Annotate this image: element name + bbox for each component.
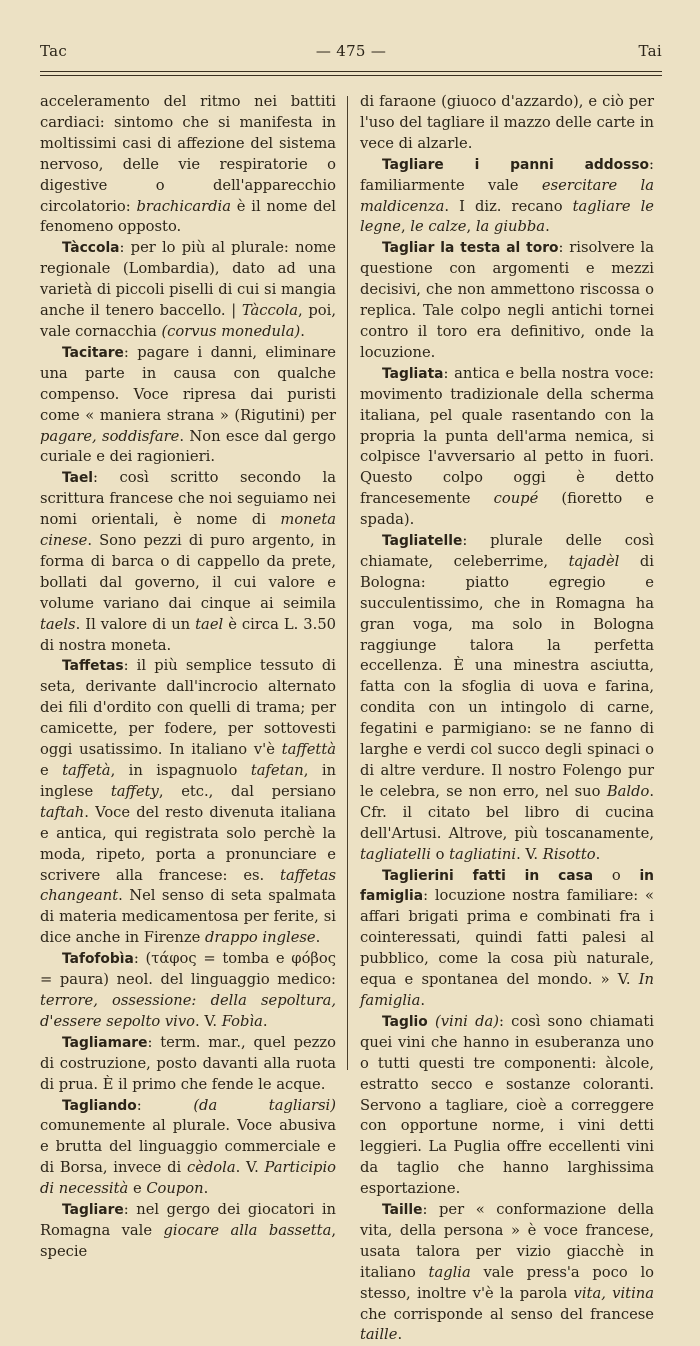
entry-headword: Tagliar la testa al toro [382, 240, 559, 257]
dictionary-entry [360, 238, 654, 363]
dictionary-entry [360, 1200, 654, 1346]
entry-text: è circa L. 3.50 di nostra moneta. [40, 615, 337, 654]
entry-headword: Tàccola [62, 240, 120, 257]
dictionary-entry [360, 531, 654, 866]
italic-text: Fobìa [221, 1012, 263, 1030]
italic-text: taftah [40, 803, 85, 821]
entry-text: di faraone (giuoco d'azzardo), e ciò per l'uso del tagliare il mazzo delle carte in vece di alzarle. [360, 93, 654, 152]
entry-continuation [40, 92, 336, 238]
italic-text: giocare alla bassetta [163, 1221, 332, 1239]
running-header [40, 42, 662, 64]
entry-text: o [593, 866, 640, 884]
entry-text: e [40, 762, 63, 779]
entry-text: che corrisponde al senso del francese [360, 1305, 654, 1323]
italic-text: cèdola [186, 1159, 236, 1177]
dictionary-entry [40, 343, 336, 468]
dictionary-entry [40, 468, 336, 656]
entry-text: : così scritto secondo la scrittura francese che noi seguiamo nei nomi orientali, è nome di [40, 469, 336, 529]
italic-text: taffetas changeant [40, 866, 336, 905]
entry-headword: Taille [382, 1202, 423, 1219]
entry-text: di Bologna: piatto egregio e succulentissimo, che in Romagna ha gran voga, ma solo in Bologna raggiunge talora la perfetta eccellenza. È una minestra asciutta, fatta con la sfoglia di uova e farina, condita con un intingolo di carne, fegatini e parmigiano: se ne fanno di larghe e verdi col succo degli spinaci o di altre verdure. Il nostro Folengo pur le celebra, se non erro, nel suo [360, 552, 654, 800]
entry-headword: Tacitare [62, 344, 124, 361]
entry-text: : il più semplice tessuto di seta, derivante dall'incrocio alternato dei fili d'ordito con quelli di trama; per camicette, per fodere, per sottovesti oggi usatissimo. In italiano v'è [40, 657, 336, 759]
entry-text: : plurale delle così chiamate, celeberrime, [360, 532, 654, 570]
entry-text: o [430, 845, 450, 863]
entry-headword: Tagliamare [62, 1034, 148, 1051]
header-rule-thin [40, 75, 662, 76]
italic-text: coupé [493, 490, 539, 508]
entry-text: : così sono chiamati quei vini che hanno in esuberanza uno o tutti questi tre componenti: àlcole, estratto secco e sostanze coloranti. Servono a tagliare, cioè a correggere con opportune norme, i vini detti leggieri. La Puglia offre eccellenti vini da taglio che hanno larghissima esportazione. [360, 1012, 654, 1198]
entry-text: : locuzione nostra familiare: « affari brigati prima e combinati fra i cointeressati, quindi fatti palesi al pubblico, come la cosa più naturale, equa e spontanea del mondo. » V. [360, 887, 654, 989]
entry-text: , in ispagnuolo [110, 762, 251, 779]
italic-text: taffety [110, 782, 159, 800]
italic-text: (corvus monedula) [161, 322, 301, 340]
italic-text: tajadèl [568, 552, 620, 570]
entry-text: . Il valore di un [75, 615, 196, 633]
dictionary-entry [40, 949, 336, 1033]
entry-text: , in inglese [40, 762, 336, 800]
entry-text: è il nome del fenomeno opposto. [40, 197, 336, 236]
italic-text: la giubba [475, 218, 546, 236]
italic-text: taffettà [281, 741, 336, 759]
entry-text: e [128, 1180, 147, 1198]
entry-text: , specie [40, 1221, 336, 1260]
entry-text: . [595, 845, 601, 863]
entry-headword: Tagliare i panni addosso [382, 156, 650, 173]
entry-text: , [466, 218, 476, 236]
italic-text: Coupon [146, 1180, 204, 1198]
italic-text: pagare, soddisfare [40, 427, 180, 445]
italic-text: tafetan [250, 762, 304, 779]
entry-headword: Taglio [382, 1013, 428, 1030]
italic-text: taels [40, 615, 76, 633]
italic-text: tagliatelli [360, 845, 431, 863]
italic-text: esercitare la maldicenza [360, 176, 654, 215]
italic-text: taffetà [62, 762, 111, 779]
italic-text: taille [360, 1326, 398, 1344]
right-column [360, 92, 654, 1346]
column-divider [347, 96, 348, 1070]
entry-text: : nel gergo dei giocatori in Romagna vale [40, 1201, 336, 1239]
italic-text: tael [195, 615, 224, 633]
dictionary-entry [360, 364, 654, 531]
entry-headword: Tagliata [382, 365, 444, 382]
entry-text: : pagare i danni, eliminare una parte in causa con qualche compenso. Voce ripresa dai puristi come « maniera strana » (Rigutini) per [40, 343, 336, 424]
entry-text: : [136, 1096, 194, 1114]
entry-text: . [300, 322, 305, 340]
entry-text: comunemente al plurale. Voce abusiva e brutta del linguaggio commerciale e di Borsa, invece di [40, 1117, 336, 1177]
page-number: — 475 — [315, 42, 387, 60]
entry-text: . V. [195, 1012, 222, 1030]
italic-text: tagliare le legne [360, 197, 654, 236]
entry-text: . V. [516, 845, 543, 863]
dictionary-entry [40, 238, 336, 343]
entry-text: : familiarmente vale [360, 155, 654, 194]
entry-headword: Tael [62, 470, 94, 487]
header-rule [40, 71, 662, 72]
italic-text: tagliatini [449, 845, 517, 863]
entry-text: , [400, 218, 411, 236]
italic-text: brachicardia [136, 197, 231, 215]
italic-text: taglia [428, 1263, 471, 1281]
dictionary-entry [360, 866, 654, 1012]
entry-text: : antica e bella nostra voce: movimento tradizionale della scherma italiana, pel quale rasentando con la propria la punta dell'arma nemica, si colpisce l'avversario al petto in fuori. Questo colpo oggi è detto francesemente [360, 364, 654, 508]
entry-text: . [420, 991, 426, 1009]
entry-text: . [315, 929, 321, 947]
italic-text: Baldo [606, 782, 650, 800]
entry-text: : per « conformazione della vita, della persona » è voce francese, usata talora per vizio giacchè in italiano [360, 1201, 654, 1281]
entry-text: : risolvere la questione con argomenti e mezzi decisivi, che non ammettono riscossa o replica. Tale colpo negli antichi tornei contro il toro era definitivo, onde la locuzione. [360, 239, 654, 361]
entry-headword: Tagliando [62, 1097, 137, 1114]
italic-text: Risotto [542, 845, 596, 863]
italic-text: drappo inglese [204, 929, 316, 947]
dictionary-entry [40, 1033, 336, 1096]
italic-text: (da tagliarsi) [193, 1096, 336, 1114]
entry-headword: Taglierini fatti in casa [382, 867, 594, 884]
italic-text: (vini da) [434, 1012, 499, 1030]
italic-text: vita, vitina [573, 1284, 654, 1302]
entry-text: . Cfr. il citato bel libro di cucina dell'Artusi. Altrove, più toscanamente, [360, 782, 654, 842]
entry-text: . Sono pezzi di puro argento, in forma di barca o di cappello da prete, bollati dal governo, il cui valore e volume variano dai cinque ai seimila [40, 532, 336, 612]
entry-text: acceleramento del ritmo nei battiti cardiaci: sintomo che si manifesta in moltissimi casi di affezione del sistema nervoso, delle vie respiratorie o digestive o dell'apparecchio circolatorio: [40, 93, 336, 215]
entry-text: : per lo più al plurale: nome regionale (Lombardia), dato ad una varietà di piccoli piselli di cui si mangia anche il tenero baccello. | [40, 239, 336, 320]
entry-text: . Voce del resto divenuta italiana e antica, qui registrata solo perchè la moda, ripeto, porta a pronunciare e scrivere alla francese: es. [40, 803, 336, 884]
italic-text: terrore, ossessione: della sepoltura, d'essere sepolto vivo [40, 991, 336, 1030]
entry-text: (fioretto e spada). [360, 490, 654, 529]
dictionary-entry [40, 656, 336, 949]
entry-text: : (τάφος = tomba e φόβος = paura) neol. del linguaggio medico: [40, 950, 336, 989]
entry-text: . [545, 218, 550, 236]
italic-text: Tàccola [241, 302, 299, 320]
dictionary-entry [40, 1200, 336, 1263]
entry-text: vale press'a poco lo stesso, inoltre v'è la parola [360, 1263, 654, 1302]
entry-text: . V. [235, 1159, 265, 1177]
italic-text: le calze [410, 218, 467, 236]
entry-text: . Non esce dal gergo curiale e dei ragionieri. [40, 427, 336, 466]
italic-text: In famiglia [360, 971, 654, 1009]
entry-text: . [262, 1012, 268, 1030]
entry-text: . I diz. recano [444, 197, 573, 215]
entry-headword: in famiglia [360, 867, 654, 905]
entry-headword: Taffetas [62, 658, 124, 675]
header-right-guide-word: Tai [638, 42, 662, 60]
entry-headword: Tafofobìa [62, 951, 134, 968]
entry-text: , etc., dal persiano [158, 782, 336, 800]
dictionary-entry [40, 1096, 336, 1201]
dictionary-entry [360, 1012, 654, 1200]
entry-continuation [360, 92, 654, 155]
italic-text: Participio di necessità [40, 1159, 336, 1198]
entry-text: . Nel senso di seta spalmata di materia medicamentosa per ferite, si dice anche in Firenze [40, 887, 336, 947]
entry-headword: Tagliare [62, 1202, 124, 1219]
entry-headword: Tagliatelle [382, 533, 463, 550]
header-left-guide-word: Tac [40, 42, 68, 60]
entry-text: , poi, vale cornacchia [40, 302, 337, 340]
entry-text [428, 1013, 435, 1030]
dictionary-entry [360, 155, 654, 239]
entry-text: . [397, 1326, 403, 1344]
left-column [40, 92, 336, 1263]
italic-text: moneta cinese [40, 511, 336, 550]
entry-text: . [203, 1180, 209, 1198]
entry-text: : term. mar., quel pezzo di costruzione, posto davanti alla ruota di prua. È il primo che fende le acque. [40, 1033, 336, 1093]
